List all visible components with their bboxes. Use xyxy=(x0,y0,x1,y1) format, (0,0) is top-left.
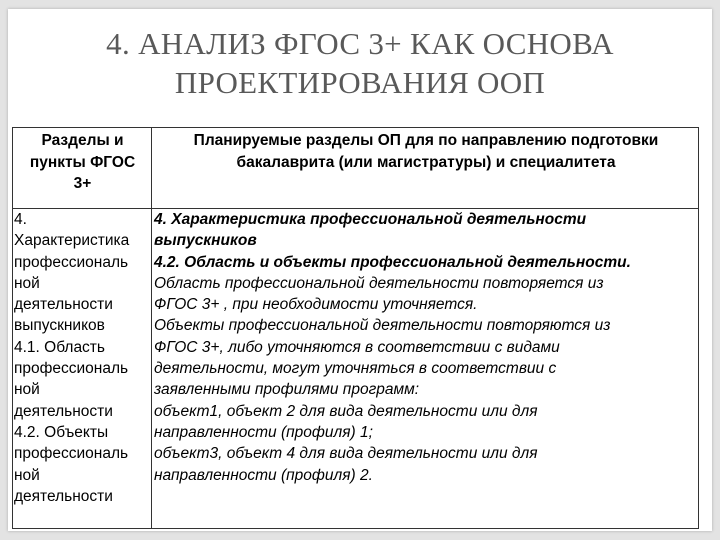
fgos-section-line: ной xyxy=(14,466,40,484)
header-planned-line: Планируемые разделы ОП для по направлению подготовки xyxy=(193,132,659,149)
slide-title-line-2: ПРОЕКТИРОВАНИЯ ООП xyxy=(174,65,546,100)
slide-title xyxy=(0,24,720,102)
header-sections-line: пункты ФГОС xyxy=(29,153,136,171)
fgos-section-line: ной xyxy=(14,381,40,399)
planned-text-line: объект1, объект 2 для вида деятельности или для xyxy=(154,402,538,420)
header-sections-line: Разделы и xyxy=(41,132,124,149)
header-sections-line: 3+ xyxy=(73,175,92,192)
planned-section-cell xyxy=(152,209,699,529)
fgos-section-line: деятельности xyxy=(14,402,113,420)
fgos-section-line: 4.1. Область xyxy=(14,338,105,356)
fgos-section-line: деятельности xyxy=(14,296,113,314)
fgos-section-line: 4.2. Объекты xyxy=(14,423,109,441)
planned-heading-line: 4.2. Область и объекты профессиональной деятельности. xyxy=(154,253,631,271)
planned-text-line: заявленными профилями программ: xyxy=(154,381,420,399)
planned-text-line: ФГОС 3+, либо уточняются в соответствии с видами xyxy=(154,338,560,356)
fgos-section-line: профессиональ xyxy=(14,253,129,271)
planned-heading-line: 4. Характеристика профессиональной деятельности xyxy=(154,211,587,228)
table-header-row xyxy=(13,128,699,209)
planned-heading-line: выпускников xyxy=(154,232,257,250)
fgos-section-line: деятельности xyxy=(14,487,113,505)
table-row xyxy=(13,209,699,529)
fgos-section-line: выпускников xyxy=(14,317,105,335)
planned-text-line: Объекты профессиональной деятельности повторяются из xyxy=(154,317,611,335)
header-cell-planned xyxy=(152,128,699,209)
fgos-section-cell xyxy=(13,209,152,529)
fgos-table xyxy=(12,127,699,529)
header-planned-line: бакалаврита (или магистратуры) и специалитета xyxy=(236,153,616,171)
planned-text-line: ФГОС 3+ , при необходимости уточняется. xyxy=(154,296,478,314)
fgos-section-line: Характеристика xyxy=(14,232,130,250)
fgos-section-line: профессиональ xyxy=(14,445,129,463)
planned-text-line: деятельности, могут уточняться в соответствии с xyxy=(154,360,557,378)
planned-text-line: Область профессиональной деятельности повторяется из xyxy=(154,274,604,292)
planned-text-line: направленности (профиля) 2. xyxy=(154,466,373,484)
planned-text-line: объект3, объект 4 для вида деятельности или для xyxy=(154,445,538,463)
fgos-section-line: 4. xyxy=(14,211,27,228)
fgos-section-line: ной xyxy=(14,274,40,292)
header-cell-sections xyxy=(13,128,152,209)
planned-text-line: направленности (профиля) 1; xyxy=(154,423,373,441)
fgos-section-line: профессиональ xyxy=(14,360,129,378)
slide-title-line-1: 4. АНАЛИЗ ФГОС 3+ КАК ОСНОВА xyxy=(106,26,614,61)
